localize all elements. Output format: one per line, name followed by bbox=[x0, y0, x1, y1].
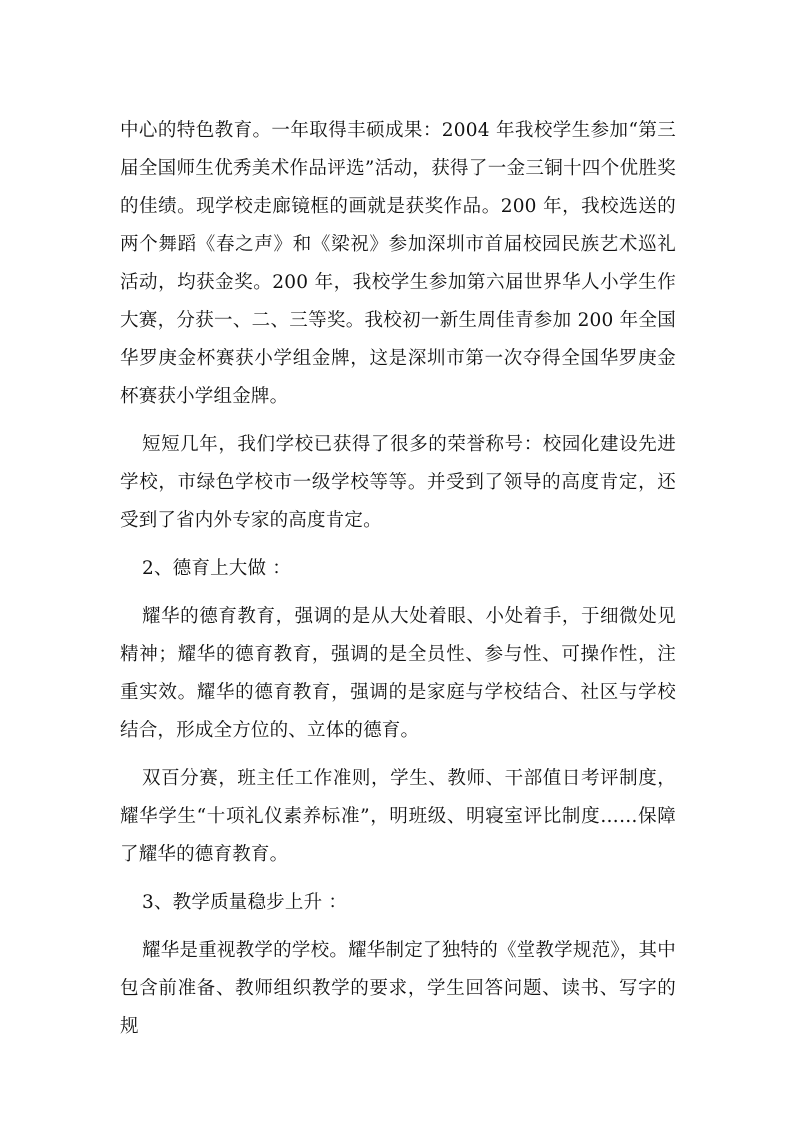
paragraph-honors: 短短几年，我们学校已获得了很多的荣誉称号：校园化建设先进学校，市绿色学校市一级学校等等。并受到了领导的高度肯定，还受到了省内外专家的高度肯定。 bbox=[120, 434, 676, 531]
paragraph-moral-education: 耀华的德育教育，强调的是从大处着眼、小处着手，于细微处见精神；耀华的德育教育，强调的是全员性、参与性、可操作性，注重实效。耀华的德育教育，强调的是家庭与学校结合、社区与学校结合，形成全方位的、立体的德育。 bbox=[120, 606, 676, 741]
section-heading-moral-education: 2、德育上大做 ： bbox=[142, 558, 291, 579]
document-body bbox=[120, 112, 676, 1056]
paragraph-teaching: 耀华是重视教学的学校。耀华制定了独特的《堂教学规范》，其中包含前准备、教师组织教学的要求，学生回答问题、读书、写字的规 bbox=[120, 940, 676, 1037]
paragraph-moral-system: 双百分赛，班主任工作准则，学生、教师、干部值日考评制度，耀华学生“十项礼仪素养标准”，明班级、明寝室评比制度……保障了耀华的德育教育。 bbox=[120, 768, 676, 865]
paragraph-achievements: 中心的特色教育。一年取得丰硕成果：2004 年我校学生参加“第三届全国师生优秀美术作品评选”活动，获得了一金三铜十四个优胜奖的佳绩。现学校走廊镜框的画就是获奖作品。200 年，我校选送的两个舞蹈《春之声》和《梁祝》参加深圳市首届校园民族艺术巡礼活动，均获金奖。200 年，我校学生参加第六届世界华人小学生作大赛，分获一、二、三等奖。我校初一新生周佳青参加 200 年全国华罗庚金杯赛获小学组金牌，这是深圳市第一次夺得全国华罗庚金杯赛获小学组金牌。 bbox=[120, 120, 676, 407]
section-heading-teaching-quality: 3、教学质量稳步上升 ： bbox=[142, 892, 348, 913]
